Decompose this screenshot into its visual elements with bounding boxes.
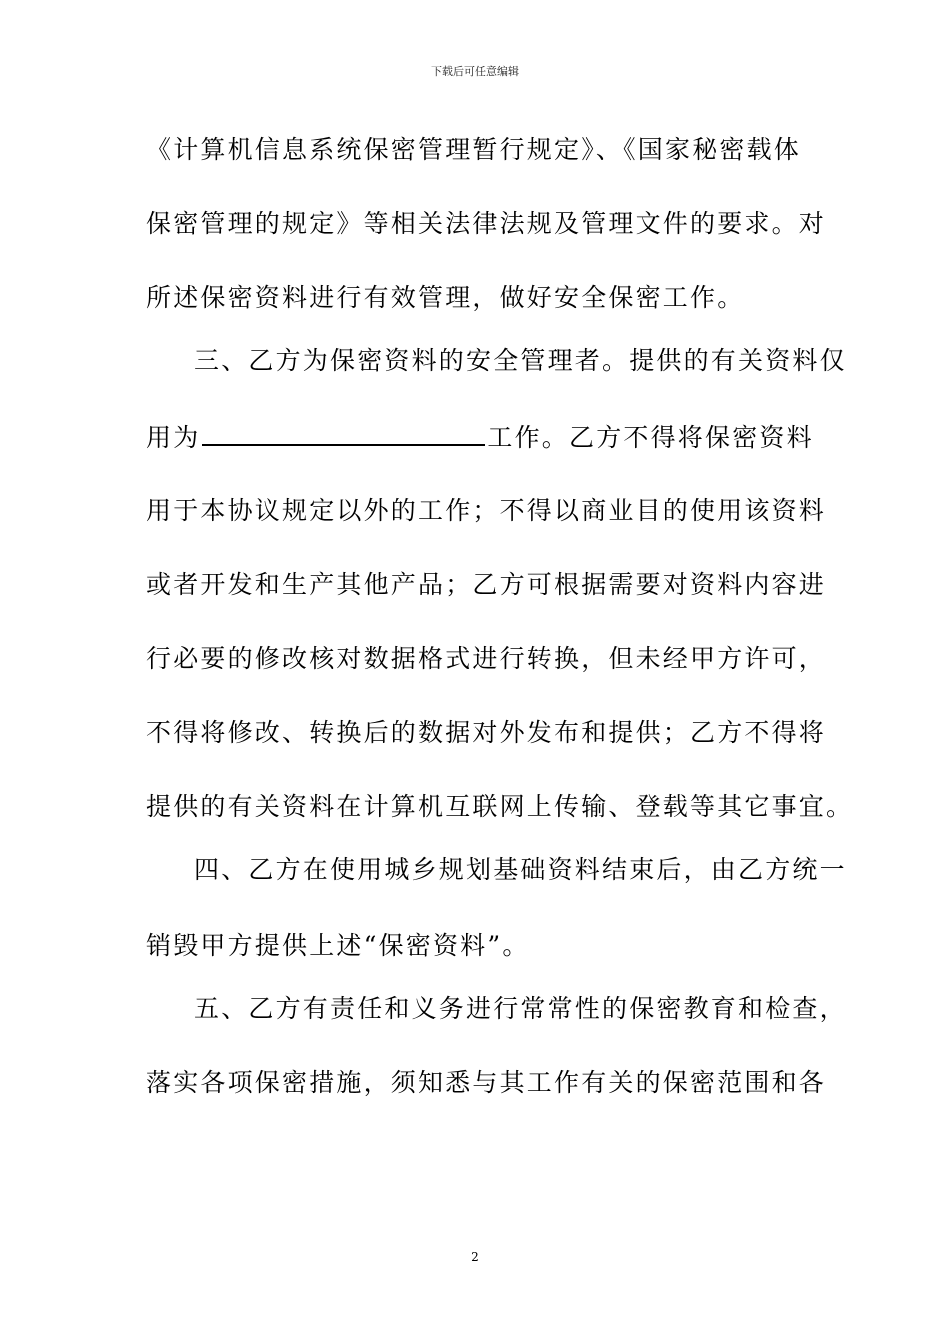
- paragraph-four-start: 四、乙方在使用城乡规划基础资料结束后，由乙方统一: [194, 855, 847, 884]
- text-line-8: 行必要的修改核对数据格式进行转换，但未经甲方许可，: [146, 644, 827, 673]
- text-line-1: 《计算机信息系统保密管理暂行规定》、《国家秘密载体: [146, 135, 802, 164]
- text-line-14: 落实各项保密措施，须知悉与其工作有关的保密范围和各: [146, 1068, 827, 1097]
- text-line-5-suffix: 工作。乙方不得将保密资料: [487, 423, 814, 452]
- text-line-12: 销毁甲方提供上述“保密资料”。: [146, 931, 530, 960]
- paragraph-three-start: 三、乙方为保密资料的安全管理者。提供的有关资料仅: [194, 346, 847, 375]
- text-line-7: 或者开发和生产其他产品；乙方可根据需要对资料内容进: [146, 570, 827, 599]
- text-line-5: [146, 422, 814, 453]
- page-header: 下载后可任意编辑: [431, 65, 519, 78]
- paragraph-five-start: 五、乙方有责任和义务进行常常性的保密教育和检查，: [194, 994, 847, 1023]
- page-number: 2: [471, 1250, 479, 1264]
- text-line-5-prefix: 用为: [146, 423, 201, 452]
- text-line-6: 用于本协议规定以外的工作；不得以商业目的使用该资料: [146, 496, 827, 525]
- fill-in-blank: [202, 422, 485, 446]
- text-line-2: 保密管理的规定》等相关法律法规及管理文件的要求。对: [146, 209, 827, 238]
- text-line-10: 提供的有关资料在计算机互联网上传输、登载等其它事宜。: [146, 792, 854, 821]
- text-line-3: 所述保密资料进行有效管理，做好安全保密工作。: [146, 283, 745, 312]
- text-line-9: 不得将修改、转换后的数据对外发布和提供；乙方不得将: [146, 718, 827, 747]
